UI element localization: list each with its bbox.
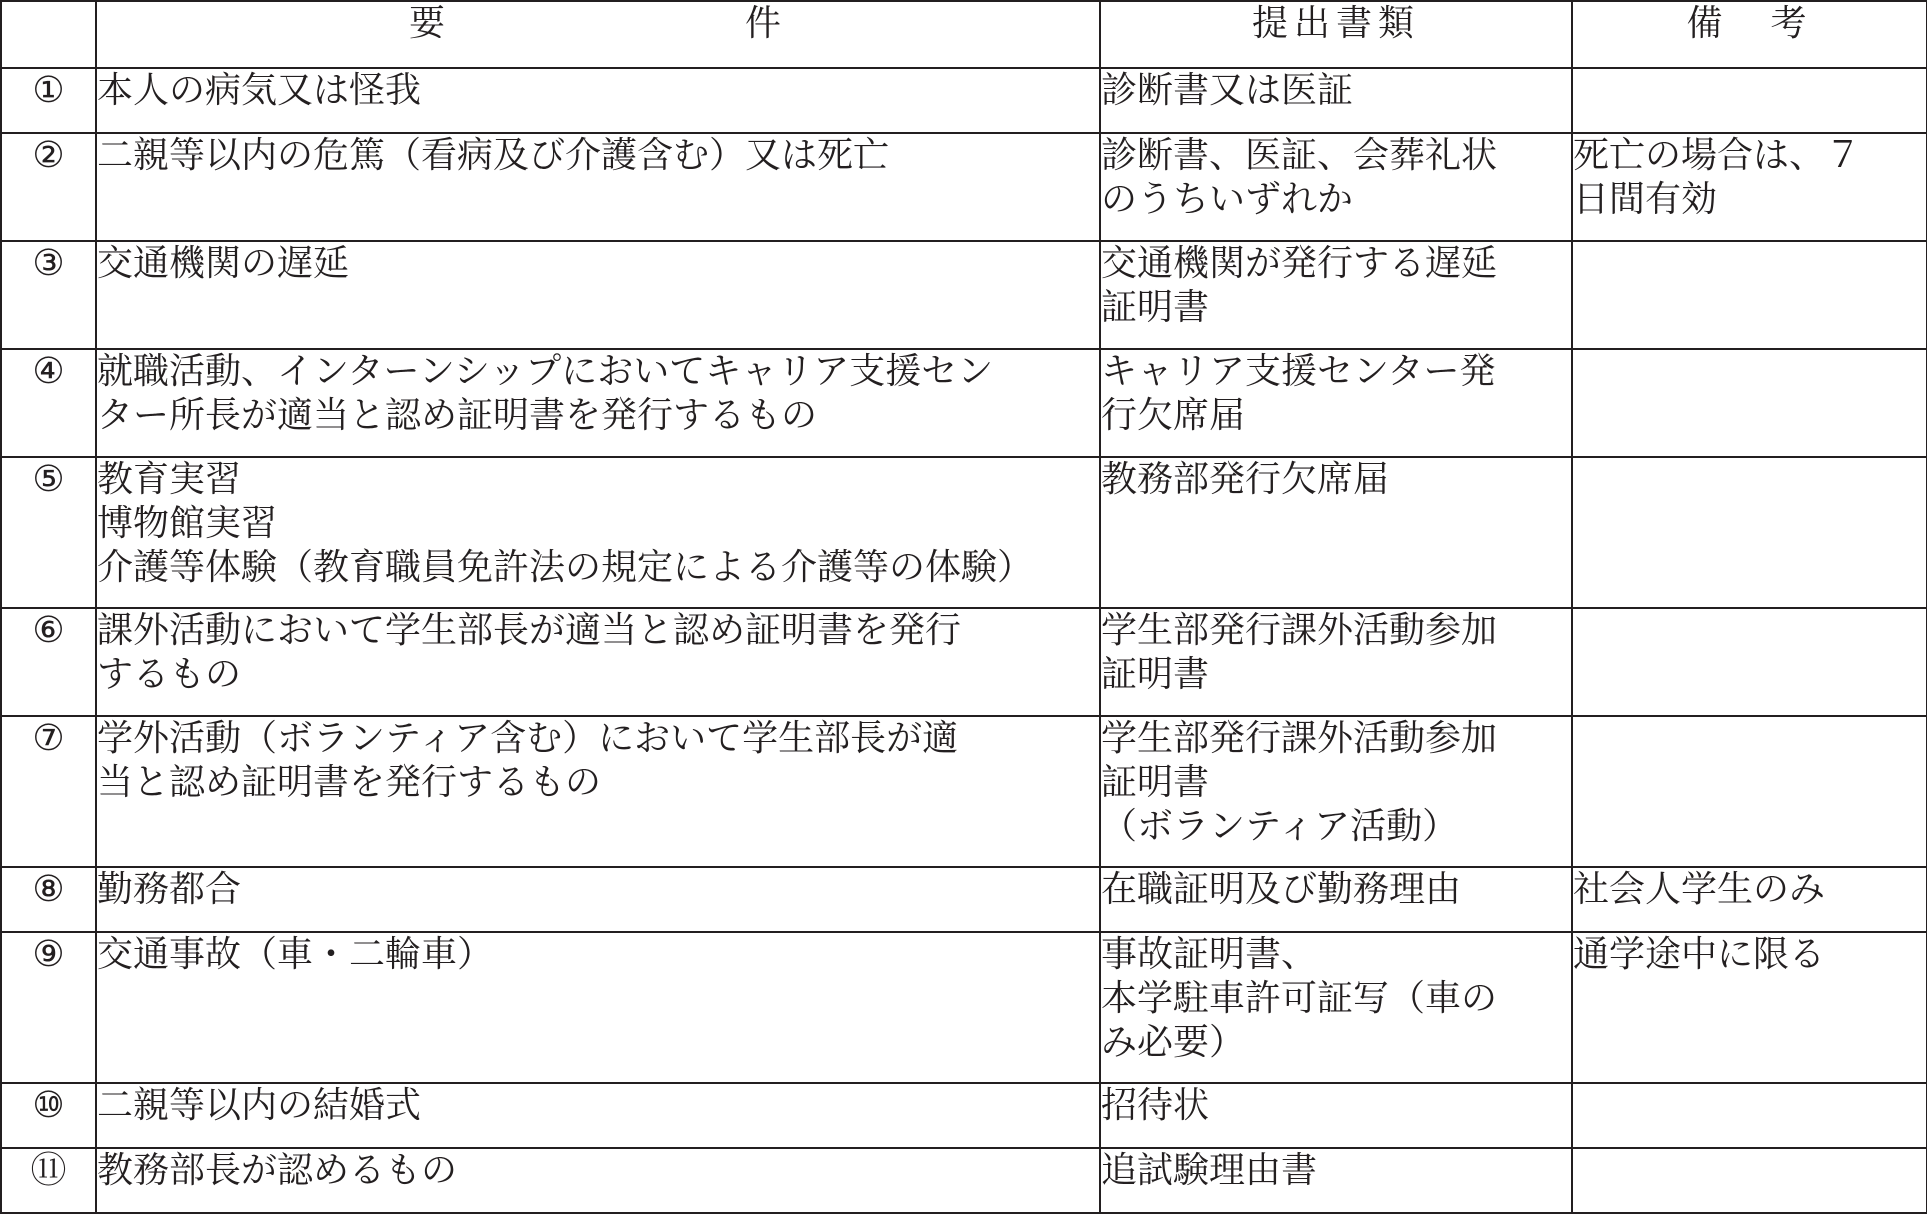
header-row — [1, 1, 1927, 68]
documents-cell: 事故証明書、 本学駐車許可証写（車の み必要） — [1100, 932, 1572, 1083]
documents-cell: 追試験理由書 — [1100, 1148, 1572, 1213]
table-row — [1, 68, 1927, 133]
requirement-cell: 二親等以内の結婚式 — [96, 1083, 1100, 1148]
documents-cell: 学生部発行課外活動参加 証明書 （ボランティア活動） — [1100, 716, 1572, 867]
requirement-cell: 本人の病気又は怪我 — [96, 68, 1100, 133]
table-row — [1, 608, 1927, 716]
remarks-cell: 社会人学生のみ — [1572, 867, 1927, 932]
header-documents — [1100, 1, 1572, 68]
table-row — [1, 867, 1927, 932]
table-row — [1, 1148, 1927, 1213]
remarks-cell — [1572, 716, 1927, 867]
table-row — [1, 1083, 1927, 1148]
requirement-cell: 教務部長が認めるもの — [96, 1148, 1100, 1213]
table-row — [1, 241, 1927, 349]
remarks-cell: 死亡の場合は、７ 日間有効 — [1572, 133, 1927, 241]
documents-cell: 学生部発行課外活動参加 証明書 — [1100, 608, 1572, 716]
requirement-cell: 二親等以内の危篤（看病及び介護含む）又は死亡 — [96, 133, 1100, 241]
documents-cell: 交通機関が発行する遅延 証明書 — [1100, 241, 1572, 349]
requirement-cell: 就職活動、インターンシップにおいてキャリア支援セン ター所長が適当と認め証明書を発行するもの — [96, 349, 1100, 457]
requirement-cell: 交通事故（車・二輪車） — [96, 932, 1100, 1083]
row-number: ⑧ — [1, 867, 96, 932]
documents-cell: 在職証明及び勤務理由 — [1100, 867, 1572, 932]
header-requirement-label: 要 件 — [408, 3, 787, 44]
header-requirement — [96, 1, 1100, 68]
row-number: ⑤ — [1, 457, 96, 608]
remarks-cell — [1572, 1083, 1927, 1148]
header-remarks-label: 備 考 — [1686, 3, 1813, 44]
requirement-cell: 勤務都合 — [96, 867, 1100, 932]
row-number: ⑩ — [1, 1083, 96, 1148]
remarks-cell — [1572, 457, 1927, 608]
row-number: ⑦ — [1, 716, 96, 867]
header-number — [1, 1, 96, 68]
requirement-cell: 教育実習 博物館実習 介護等体験（教育職員免許法の規定による介護等の体験） — [96, 457, 1100, 608]
row-number: ② — [1, 133, 96, 241]
documents-cell: 招待状 — [1100, 1083, 1572, 1148]
remarks-cell — [1572, 241, 1927, 349]
table-row — [1, 457, 1927, 608]
remarks-cell — [1572, 349, 1927, 457]
documents-cell: 診断書、医証、会葬礼状 のうちいずれか — [1100, 133, 1572, 241]
requirement-cell: 交通機関の遅延 — [96, 241, 1100, 349]
table-row — [1, 349, 1927, 457]
header-documents-label: 提出書類 — [1251, 3, 1420, 44]
documents-cell: 診断書又は医証 — [1100, 68, 1572, 133]
remarks-cell: 通学途中に限る — [1572, 932, 1927, 1083]
table-row — [1, 716, 1927, 867]
row-number: ① — [1, 68, 96, 133]
table-row — [1, 932, 1927, 1083]
remarks-cell — [1572, 68, 1927, 133]
row-number: ⑥ — [1, 608, 96, 716]
remarks-cell — [1572, 1148, 1927, 1213]
remarks-cell — [1572, 608, 1927, 716]
row-number: ⑪ — [1, 1148, 96, 1213]
table-row — [1, 133, 1927, 241]
requirement-cell: 課外活動において学生部長が適当と認め証明書を発行 するもの — [96, 608, 1100, 716]
documents-cell: キャリア支援センター発 行欠席届 — [1100, 349, 1572, 457]
documents-cell: 教務部発行欠席届 — [1100, 457, 1572, 608]
row-number: ⑨ — [1, 932, 96, 1083]
row-number: ④ — [1, 349, 96, 457]
requirement-cell: 学外活動（ボランティア含む）において学生部長が適 当と認め証明書を発行するもの — [96, 716, 1100, 867]
header-remarks — [1572, 1, 1927, 68]
row-number: ③ — [1, 241, 96, 349]
